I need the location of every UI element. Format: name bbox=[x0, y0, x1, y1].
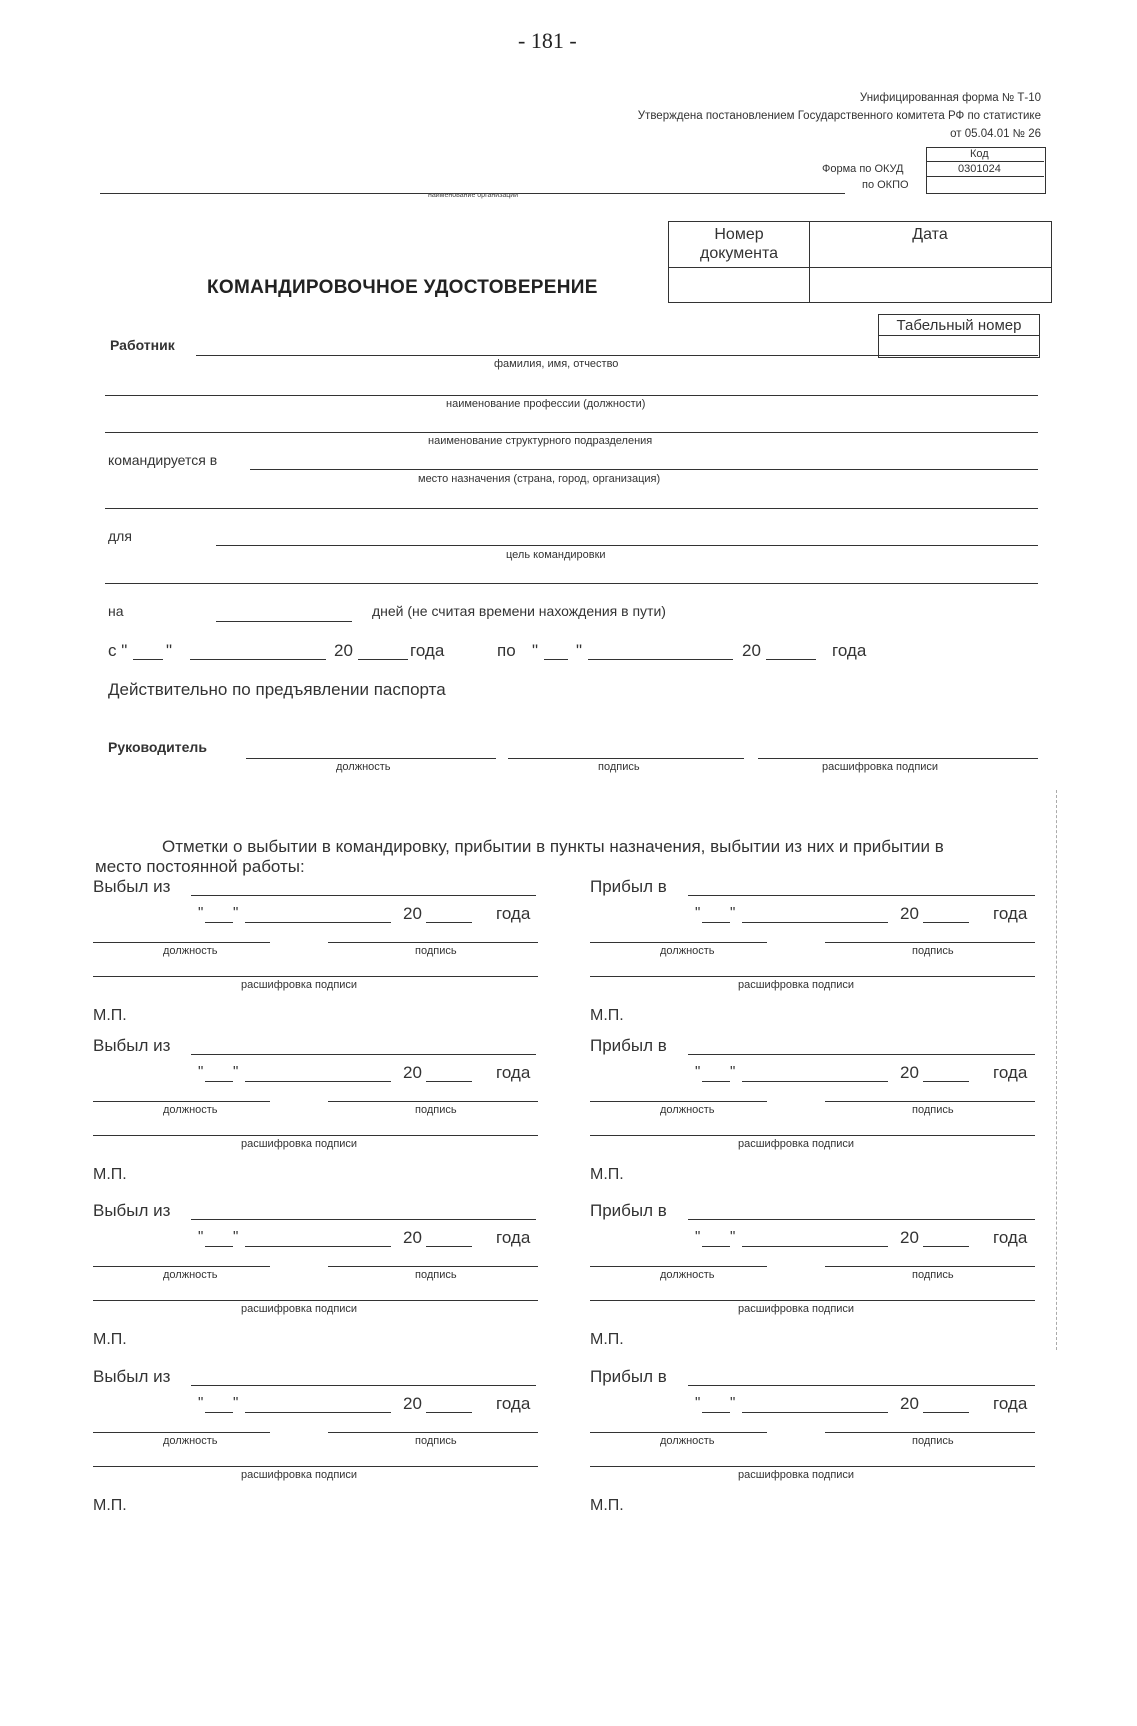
head-position-caption: должность bbox=[336, 761, 391, 773]
from-prefix: с " bbox=[108, 641, 128, 660]
departed-signature-line[interactable] bbox=[328, 1266, 538, 1267]
approval-date: от 05.04.01 № 26 bbox=[950, 128, 1041, 140]
arrived-position-caption: должность bbox=[660, 1104, 715, 1116]
arrived-year-prefix: 20 bbox=[900, 1228, 919, 1247]
departed-position-line[interactable] bbox=[93, 1266, 270, 1267]
arrived-position-line[interactable] bbox=[590, 1266, 767, 1267]
departed-goda: года bbox=[496, 904, 531, 923]
arrived-decoding-caption: расшифровка подписи bbox=[738, 1303, 855, 1315]
arrived-signature-caption: подпись bbox=[912, 945, 954, 957]
department-line[interactable] bbox=[105, 432, 1038, 433]
arrived-year-prefix: 20 bbox=[900, 1063, 919, 1082]
days-text: дней (не считая времени нахождения в пути) bbox=[372, 603, 666, 619]
departed-year-prefix: 20 bbox=[403, 1394, 422, 1413]
departed-year-line[interactable] bbox=[426, 1246, 472, 1247]
departed-position-line[interactable] bbox=[93, 1101, 270, 1102]
departed-position-caption: должность bbox=[163, 1104, 218, 1116]
arrived-place-line[interactable] bbox=[688, 1219, 1035, 1220]
valid-text: Действительно по предъявлении паспорта bbox=[108, 680, 446, 699]
departed-position-caption: должность bbox=[163, 1435, 218, 1447]
arrived-year-line[interactable] bbox=[923, 1246, 969, 1247]
departed-year-prefix: 20 bbox=[403, 1228, 422, 1247]
arrived-position-line[interactable] bbox=[590, 942, 767, 943]
departed-label: Выбыл из bbox=[93, 1036, 171, 1055]
approval-text: Утверждена постановлением Государственного комитета РФ по статистике bbox=[637, 110, 1041, 122]
departed-stamp: М.П. bbox=[93, 1497, 127, 1514]
arrived-decoding-caption: расшифровка подписи bbox=[738, 1138, 855, 1150]
departed-stamp: М.П. bbox=[93, 1007, 127, 1024]
arrived-decoding-line[interactable] bbox=[590, 1466, 1035, 1467]
arrived-stamp: М.П. bbox=[590, 1007, 624, 1024]
departed-goda: года bbox=[496, 1228, 531, 1247]
head-label: Руководитель bbox=[108, 739, 207, 755]
to-month-line[interactable] bbox=[588, 659, 733, 660]
from-goda: года bbox=[410, 641, 445, 660]
code-label: Код bbox=[970, 148, 989, 160]
profession-line[interactable] bbox=[105, 395, 1038, 396]
arrived-stamp: М.П. bbox=[590, 1166, 624, 1183]
departed-signature-line[interactable] bbox=[328, 1432, 538, 1433]
head-signature-caption: подпись bbox=[598, 761, 640, 773]
arrived-label: Прибыл в bbox=[590, 1201, 667, 1220]
departed-place-line[interactable] bbox=[191, 1054, 536, 1055]
departed-stamp: М.П. bbox=[93, 1331, 127, 1348]
departed-decoding-caption: расшифровка подписи bbox=[241, 979, 358, 991]
arrived-year-line[interactable] bbox=[923, 922, 969, 923]
arrived-position-caption: должность bbox=[660, 1435, 715, 1447]
na-label: на bbox=[108, 603, 124, 619]
organization-caption: наименование организации bbox=[428, 192, 519, 199]
doc-date-header: Дата bbox=[912, 226, 948, 243]
arrived-signature-line[interactable] bbox=[825, 942, 1035, 943]
document-title: КОМАНДИРОВОЧНОЕ УДОСТОВЕРЕНИЕ bbox=[207, 277, 598, 298]
departed-day-line[interactable] bbox=[205, 1081, 233, 1082]
arrived-decoding-caption: расшифровка подписи bbox=[738, 1469, 855, 1481]
departed-position-caption: должность bbox=[163, 945, 218, 957]
departed-place-line[interactable] bbox=[191, 895, 536, 896]
head-position-line[interactable] bbox=[246, 758, 496, 759]
arrived-month-line[interactable] bbox=[742, 922, 888, 923]
arrived-decoding-line[interactable] bbox=[590, 1300, 1035, 1301]
arrived-signature-line[interactable] bbox=[825, 1432, 1035, 1433]
arrived-label: Прибыл в bbox=[590, 1036, 667, 1055]
destination-line[interactable] bbox=[250, 469, 1038, 470]
arrived-year-prefix: 20 bbox=[900, 904, 919, 923]
profession-caption: наименование профессии (должности) bbox=[446, 398, 646, 410]
arrived-goda: года bbox=[993, 904, 1028, 923]
arrived-place-line[interactable] bbox=[688, 895, 1035, 896]
departed-place-line[interactable] bbox=[191, 1219, 536, 1220]
to-goda: года bbox=[832, 641, 867, 660]
departed-signature-caption: подпись bbox=[415, 1104, 457, 1116]
departed-label: Выбыл из bbox=[93, 1201, 171, 1220]
departed-year-prefix: 20 bbox=[403, 904, 422, 923]
doc-number-header: Номер документа bbox=[699, 226, 778, 263]
arrived-month-line[interactable] bbox=[742, 1246, 888, 1247]
arrived-day-line[interactable] bbox=[702, 922, 730, 923]
departed-place-line[interactable] bbox=[191, 1385, 536, 1386]
departed-month-line[interactable] bbox=[245, 1246, 391, 1247]
departed-signature-caption: подпись bbox=[415, 1435, 457, 1447]
departed-decoding-caption: расшифровка подписи bbox=[241, 1303, 358, 1315]
marks-intro-line1: Отметки о выбытии в командировку, прибытии в пункты назначения, выбытии из них и прибытии в bbox=[162, 837, 944, 856]
arrived-stamp: М.П. bbox=[590, 1497, 624, 1514]
scan-edge bbox=[1056, 790, 1057, 1350]
tab-number-header: Табельный номер bbox=[896, 317, 1022, 334]
from-month-line[interactable] bbox=[190, 659, 326, 660]
head-signature-line[interactable] bbox=[508, 758, 744, 759]
departed-position-line[interactable] bbox=[93, 1432, 270, 1433]
fio-caption: фамилия, имя, отчество bbox=[494, 358, 619, 370]
arrived-month-line[interactable] bbox=[742, 1081, 888, 1082]
departed-position-caption: должность bbox=[163, 1269, 218, 1281]
departed-decoding-line[interactable] bbox=[93, 1300, 538, 1301]
departed-day-line[interactable] bbox=[205, 1246, 233, 1247]
departed-decoding-caption: расшифровка подписи bbox=[241, 1469, 358, 1481]
departed-signature-caption: подпись bbox=[415, 1269, 457, 1281]
departed-goda: года bbox=[496, 1394, 531, 1413]
arrived-decoding-caption: расшифровка подписи bbox=[738, 979, 855, 991]
departed-decoding-line[interactable] bbox=[93, 1466, 538, 1467]
departed-year-prefix: 20 bbox=[403, 1063, 422, 1082]
arrived-day-line[interactable] bbox=[702, 1412, 730, 1413]
arrived-signature-caption: подпись bbox=[912, 1435, 954, 1447]
arrived-place-line[interactable] bbox=[688, 1385, 1035, 1386]
departed-month-line[interactable] bbox=[245, 1412, 391, 1413]
departed-stamp: М.П. bbox=[93, 1166, 127, 1183]
head-decoding-caption: расшифровка подписи bbox=[822, 761, 939, 773]
arrived-day-line[interactable] bbox=[702, 1246, 730, 1247]
arrived-year-line[interactable] bbox=[923, 1412, 969, 1413]
arrived-place-line[interactable] bbox=[688, 1054, 1035, 1055]
to-po: по bbox=[497, 641, 516, 660]
okud-value: 0301024 bbox=[958, 163, 1001, 175]
for-label: для bbox=[108, 528, 132, 544]
departed-goda: года bbox=[496, 1063, 531, 1082]
arrived-year-line[interactable] bbox=[923, 1081, 969, 1082]
arrived-goda: года bbox=[993, 1394, 1028, 1413]
destination-caption: место назначения (страна, город, организация) bbox=[418, 473, 661, 485]
marks-intro-line2: место постоянной работы: bbox=[95, 857, 305, 876]
departed-day-line[interactable] bbox=[205, 922, 233, 923]
arrived-label: Прибыл в bbox=[590, 877, 667, 896]
sent-label: командируется в bbox=[108, 452, 218, 468]
arrived-signature-caption: подпись bbox=[912, 1269, 954, 1281]
arrived-day-line[interactable] bbox=[702, 1081, 730, 1082]
okud-label: Форма по ОКУД bbox=[822, 163, 904, 175]
arrived-month-line[interactable] bbox=[742, 1412, 888, 1413]
departed-decoding-line[interactable] bbox=[93, 976, 538, 977]
departed-label: Выбыл из bbox=[93, 877, 171, 896]
departed-position-line[interactable] bbox=[93, 942, 270, 943]
departed-signature-line[interactable] bbox=[328, 942, 538, 943]
departed-signature-caption: подпись bbox=[415, 945, 457, 957]
days-line[interactable] bbox=[216, 621, 352, 622]
okpo-label: по ОКПО bbox=[862, 179, 909, 191]
arrived-position-caption: должность bbox=[660, 1269, 715, 1281]
arrived-position-line[interactable] bbox=[590, 1101, 767, 1102]
arrived-position-caption: должность bbox=[660, 945, 715, 957]
departed-day-line[interactable] bbox=[205, 1412, 233, 1413]
page-number: - 181 - bbox=[518, 28, 577, 53]
departed-month-line[interactable] bbox=[245, 1081, 391, 1082]
departed-signature-line[interactable] bbox=[328, 1101, 538, 1102]
worker-fio-line[interactable] bbox=[196, 355, 1038, 356]
worker-label: Работник bbox=[110, 337, 175, 353]
head-decoding-line[interactable] bbox=[758, 758, 1038, 759]
departed-month-line[interactable] bbox=[245, 922, 391, 923]
purpose-line-2[interactable] bbox=[105, 583, 1038, 584]
arrived-goda: года bbox=[993, 1228, 1028, 1247]
departed-label: Выбыл из bbox=[93, 1367, 171, 1386]
purpose-caption: цель командировки bbox=[506, 549, 606, 561]
departed-year-line[interactable] bbox=[426, 1412, 472, 1413]
arrived-signature-line[interactable] bbox=[825, 1101, 1035, 1102]
department-caption: наименование структурного подразделения bbox=[428, 435, 653, 447]
departed-decoding-line[interactable] bbox=[93, 1135, 538, 1136]
arrived-year-prefix: 20 bbox=[900, 1394, 919, 1413]
arrived-decoding-line[interactable] bbox=[590, 976, 1035, 977]
arrived-decoding-line[interactable] bbox=[590, 1135, 1035, 1136]
departed-decoding-caption: расшифровка подписи bbox=[241, 1138, 358, 1150]
departed-year-line[interactable] bbox=[426, 922, 472, 923]
form-type: Унифицированная форма № Т-10 bbox=[859, 92, 1041, 104]
arrived-signature-line[interactable] bbox=[825, 1266, 1035, 1267]
purpose-line[interactable] bbox=[216, 545, 1038, 546]
arrived-label: Прибыл в bbox=[590, 1367, 667, 1386]
destination-line-2[interactable] bbox=[105, 508, 1038, 509]
arrived-signature-caption: подпись bbox=[912, 1104, 954, 1116]
arrived-stamp: М.П. bbox=[590, 1331, 624, 1348]
arrived-position-line[interactable] bbox=[590, 1432, 767, 1433]
arrived-goda: года bbox=[993, 1063, 1028, 1082]
departed-year-line[interactable] bbox=[426, 1081, 472, 1082]
